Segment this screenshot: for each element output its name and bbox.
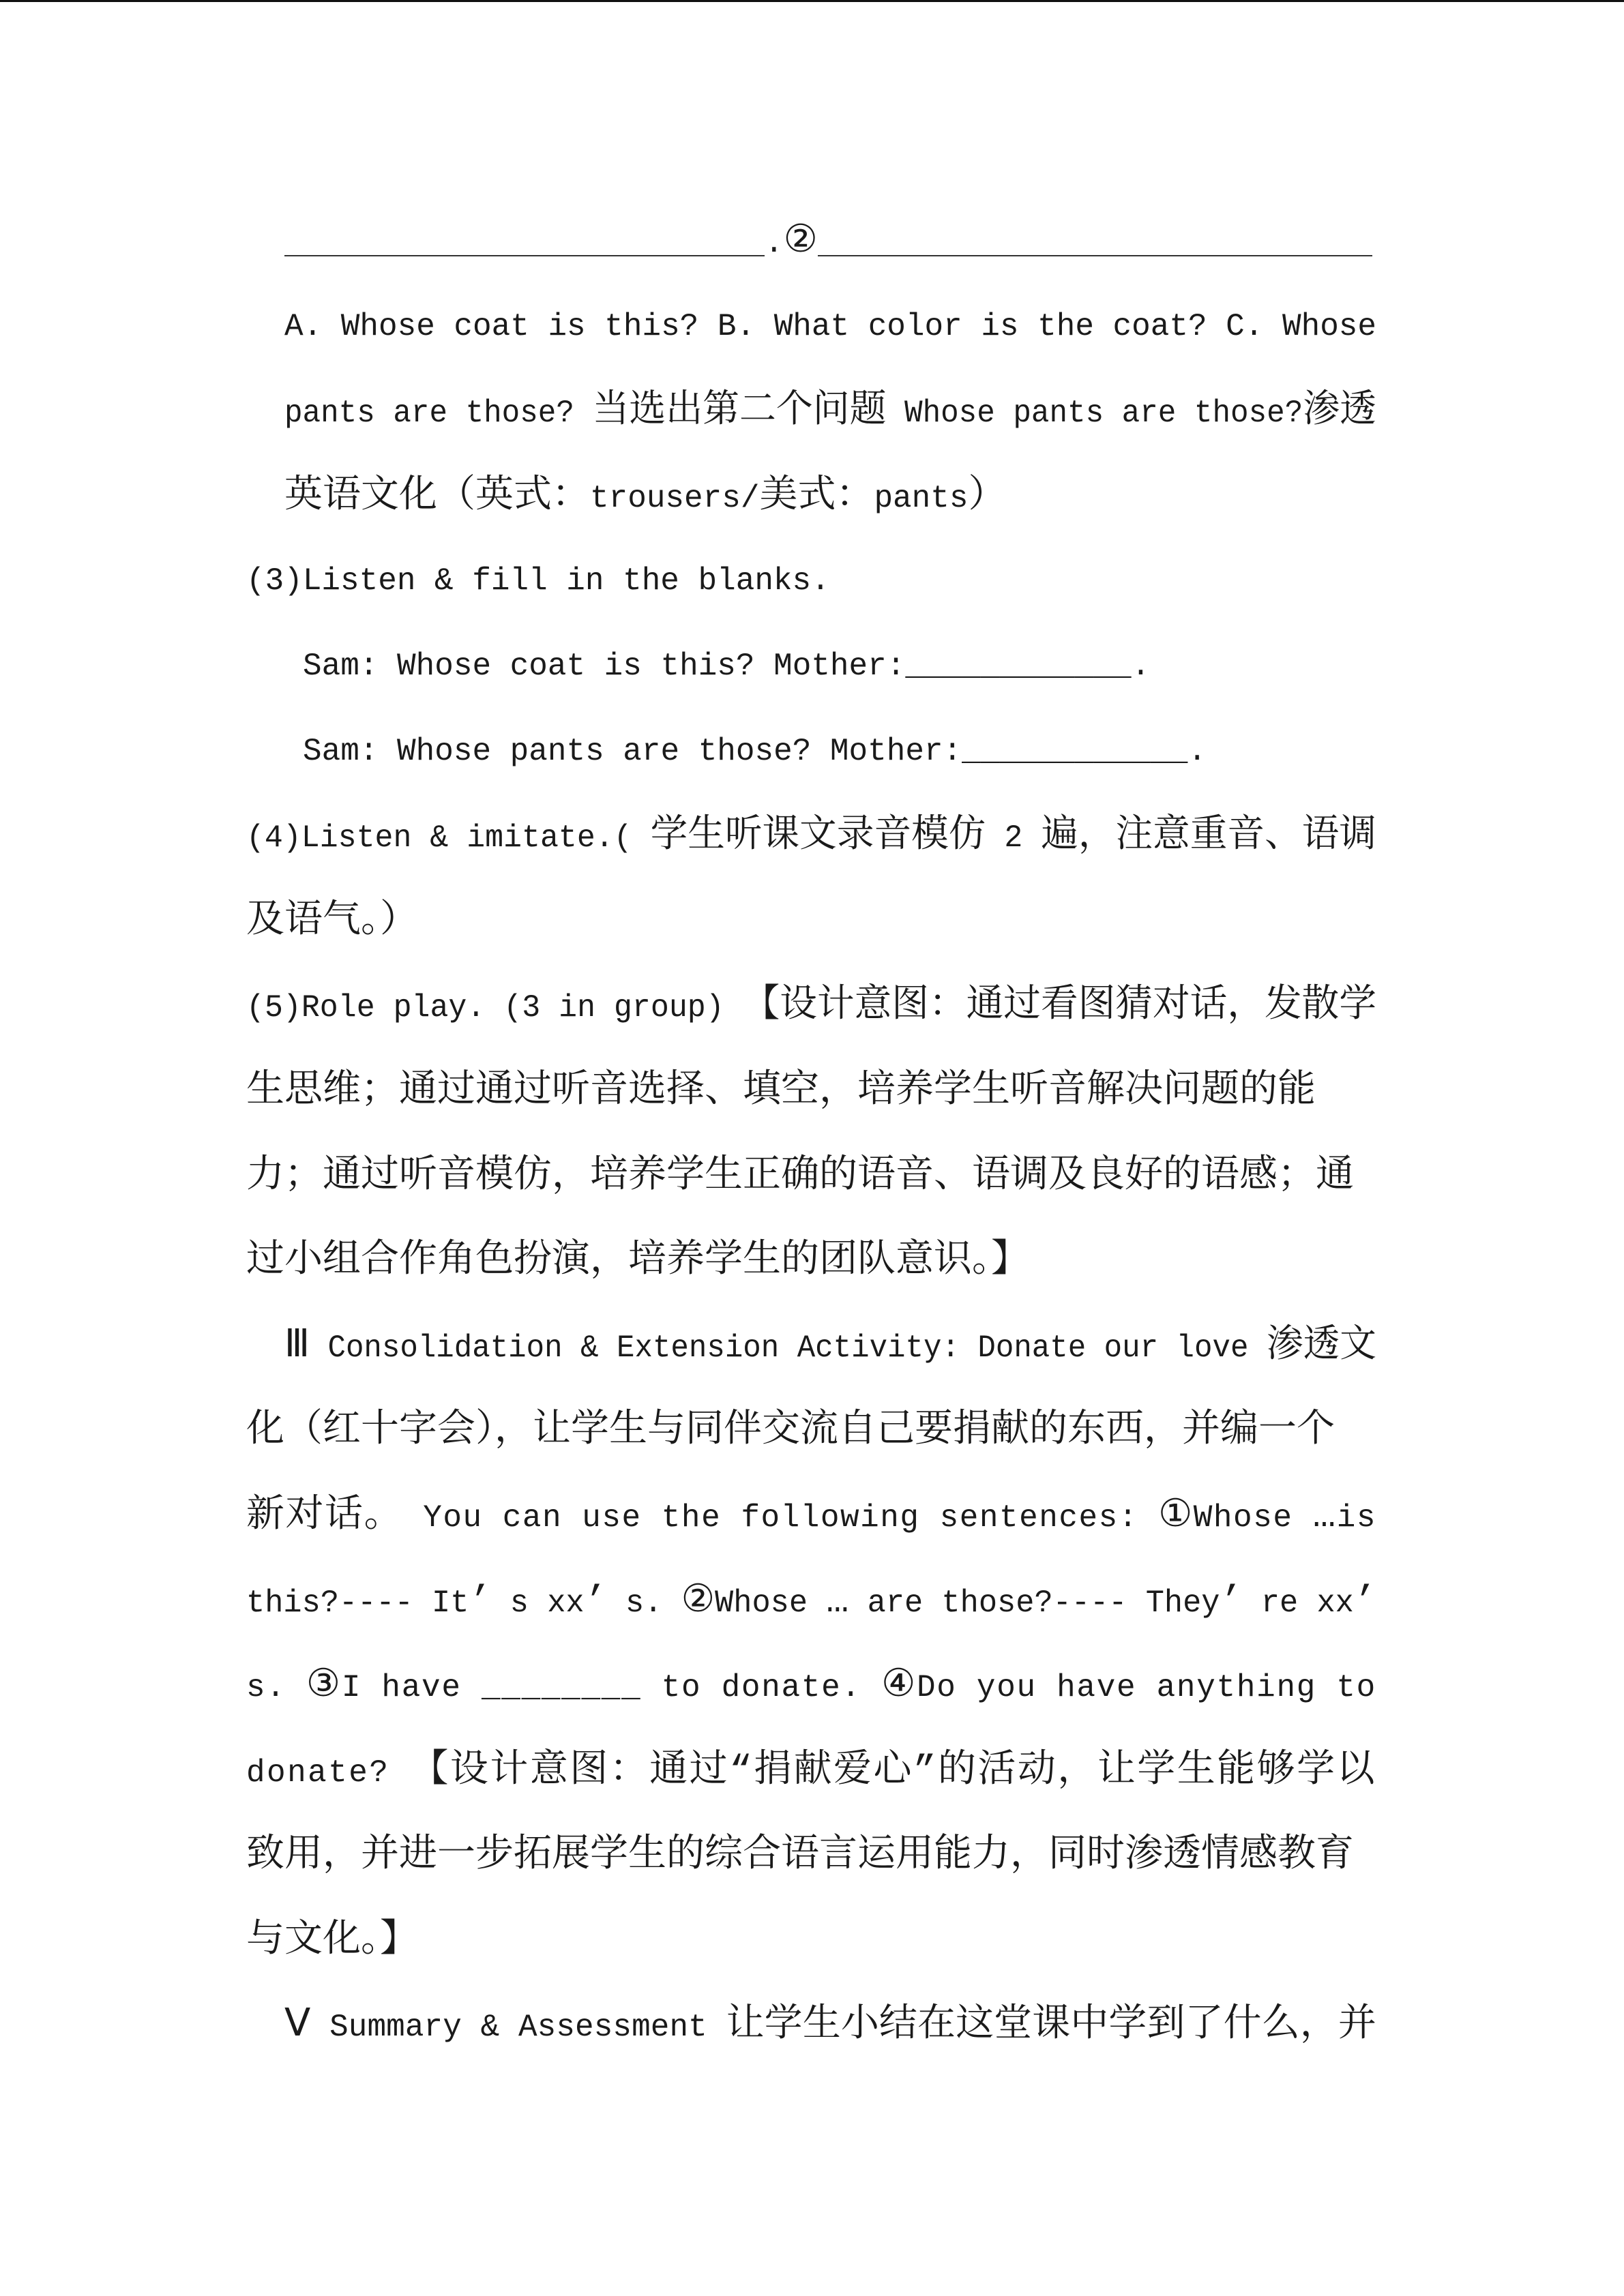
- text-line: 新对话。 You can use the following sentences: ①Whose …is: [246, 1493, 1376, 1538]
- answer-blank-1: [284, 199, 765, 256]
- text-line: 英语文化（英式：trousers/美式：pants）: [284, 474, 1007, 518]
- dialogue-line: [303, 624, 1376, 709]
- text-line: 过小组合作角色扮演，培养学生的团队意识。】: [246, 1239, 1029, 1283]
- text-line: pants are those? 当选出第二个问题 Whose pants are those?渗透: [284, 389, 1376, 434]
- text-line: donate? 【设计意图：通过“捐献爱心”的活动，让学生能够学以: [246, 1748, 1376, 1793]
- paragraph-line: [246, 1729, 1376, 1814]
- culture-note-line: [284, 454, 1376, 539]
- text-line: 及语气。）: [246, 899, 418, 943]
- dialogue-line: [303, 709, 1376, 794]
- text-line: Sam: Whose pants are those? Mother:____________.: [303, 733, 1207, 769]
- text-line: A. Whose coat is this? B. What color is the coat? C. Whose: [284, 308, 1376, 344]
- paragraph-line: [246, 1813, 1376, 1898]
- text-line: 生思维；通过通过听音选择、填空，培养学生听音解决问题的能: [246, 1069, 1316, 1113]
- paragraph-line: [246, 1643, 1376, 1729]
- paragraph-line: [246, 1898, 1376, 1984]
- text-line: Ⅴ Summary & Assessment 让学生小结在这堂课中学到了什么，并: [284, 2003, 1376, 2048]
- blank-separator: .②: [765, 220, 818, 263]
- text-line: this?---- It’ s xx’ s. ②Whose … are those?---- They’ re xx’: [246, 1579, 1376, 1623]
- section-heading: [284, 1983, 1376, 2068]
- text-line: Sam: Whose coat is this? Mother:____________.: [303, 648, 1151, 684]
- paragraph-line: [246, 1474, 1376, 1559]
- question-options-line: [284, 284, 1376, 370]
- text-line: (5)Role play. (3 in group) 【设计意图：通过看图猜对话，发散学: [246, 984, 1376, 1028]
- document-page: [0, 199, 1624, 2068]
- paragraph-line: [246, 1134, 1376, 1219]
- answer-blank-row: [284, 199, 1372, 284]
- paragraph-line: [246, 1219, 1376, 1304]
- text-line: (4)Listen & imitate.( 学生听课文录音模仿 2 遍，注意重音、语调: [246, 814, 1376, 859]
- paragraph-line: [246, 879, 1376, 964]
- text-line: 力；通过听音模仿，培养学生正确的语音、语调及良好的语感；通: [246, 1154, 1354, 1198]
- text-line: 致用，并进一步拓展学生的综合语言运用能力，同时渗透情感教育: [246, 1834, 1354, 1878]
- step-heading: [246, 964, 1376, 1049]
- question-options-line: [284, 369, 1376, 454]
- paragraph-line: [246, 1049, 1376, 1134]
- text-line: Ⅲ Consolidation & Extension Activity: Donate our love 渗透文: [284, 1324, 1376, 1368]
- step-heading: [246, 539, 1376, 624]
- paragraph-line: [246, 1559, 1376, 1644]
- step-heading: [246, 794, 1376, 879]
- text-line: s. ③I have ________ to donate. ④Do you have anything to: [246, 1664, 1376, 1708]
- answer-blank-2: [818, 199, 1372, 256]
- text-line: 化（红十字会），让学生与同伴交流自己要捐献的东西，并编一个: [246, 1409, 1335, 1453]
- page-top-border: [0, 0, 1624, 2]
- section-heading: [284, 1304, 1376, 1389]
- text-line: (3)Listen & fill in the blanks.: [246, 563, 830, 599]
- text-line: 与文化。】: [246, 1918, 418, 1963]
- paragraph-line: [246, 1388, 1376, 1474]
